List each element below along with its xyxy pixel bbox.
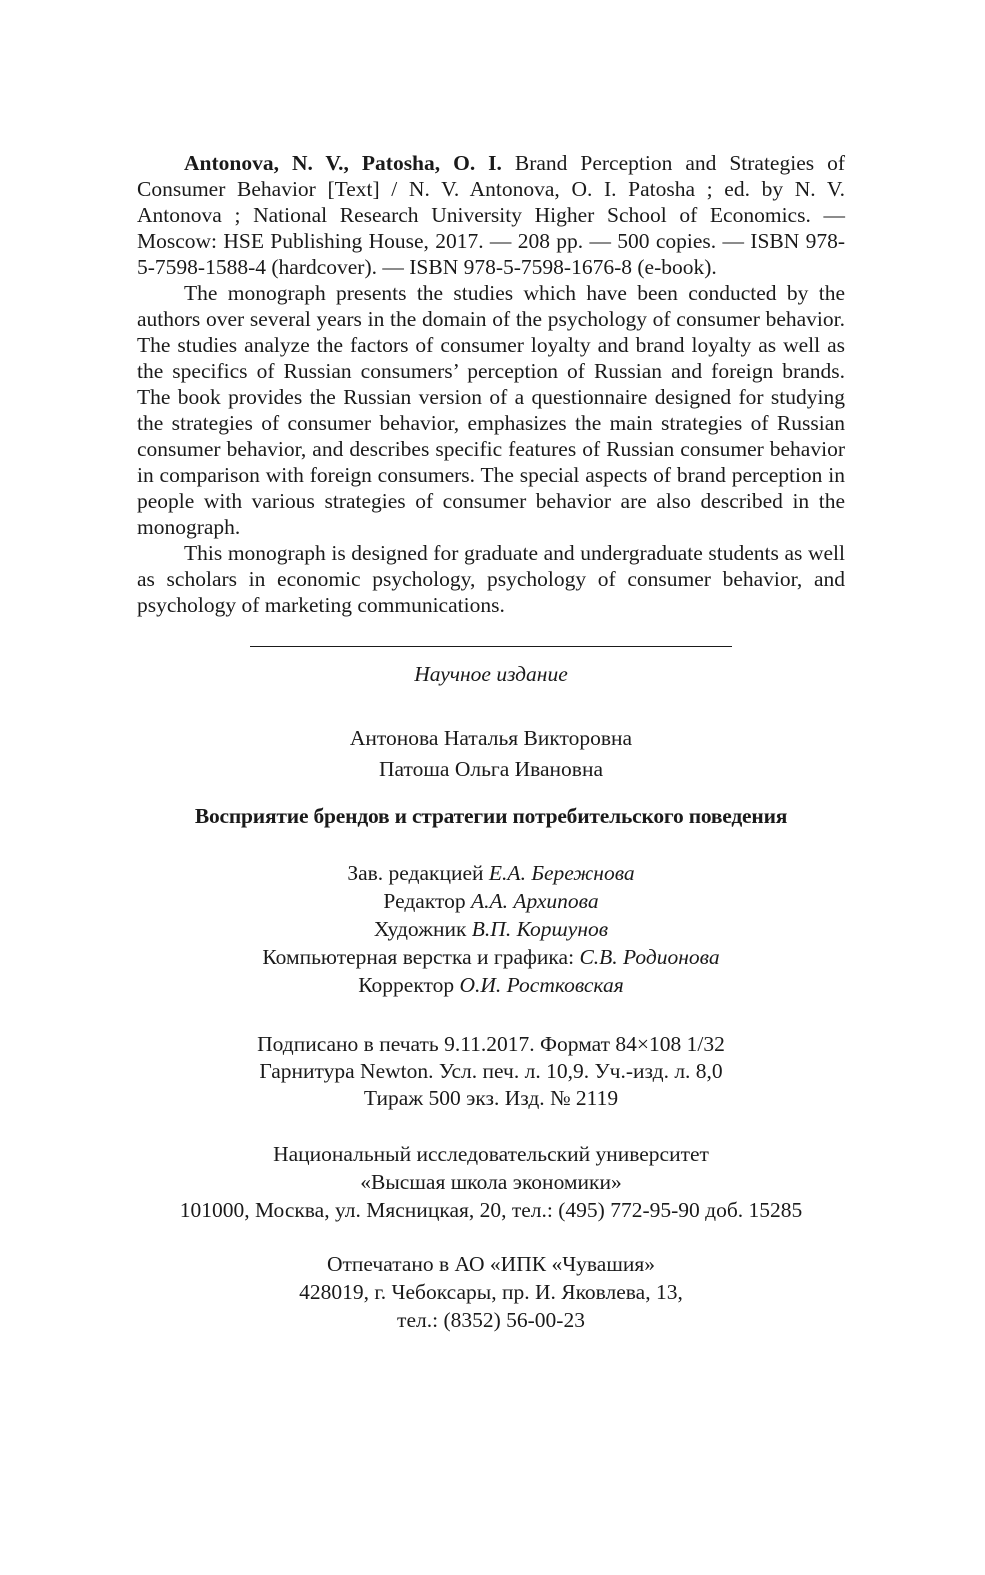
- edition-type: Научное издание: [414, 662, 568, 686]
- author-ru-1: Антонова Наталья Викторовна: [349, 726, 633, 750]
- imprint-page: [137, 150, 845, 1334]
- staff-role: Редактор: [383, 889, 471, 913]
- staff-line: [137, 915, 845, 943]
- bib-authors: Antonova, N. V., Patosha, O. I.: [184, 151, 502, 175]
- print-info-line: Гарнитура Newton. Усл. печ. л. 10,9. Уч.-изд. л. 8,0: [259, 1059, 723, 1083]
- staff-name: В.П. Коршунов: [471, 917, 609, 941]
- publisher-line: 101000, Москва, ул. Мясницкая, 20, тел.: (495) 772-95-90 доб. 15285: [179, 1198, 803, 1222]
- bib-citation: Brand Perception and Strategies of Consumer Behavior [Text] / N. V. Antonova, O. I. Patosha ; ed. by N. V. Antonova ; National Research University Higher School of Economics. — Moscow: HSE Publishing House, 2017. — 208 pp. — 500 copies. — ISBN 978-5-7598-1588-4 (hardcover). — ISBN 978-5-7598-1676-8 (e-book).: [137, 151, 845, 279]
- author-ru-2: Патоша Ольга Ивановна: [378, 757, 604, 781]
- print-info-line: Тираж 500 экз. Изд. № 2119: [363, 1086, 619, 1110]
- bibliographic-record: [137, 150, 845, 280]
- staff-line: [137, 859, 845, 887]
- abstract-paragraph-1: The monograph presents the studies which have been conducted by the authors over several years in the domain of the psychology of consumer behavior. The studies analyze the factors of consumer loyalty and brand loyalty as well as the specifics of Russian consumers’ perception of Russian and foreign brands. The book provides the Russian version of a questionnaire designed for studying the strategies of consumer behavior, emphasizes the main strategies of Russian consumer behavior, and describes specific features of Russian consumer behavior in comparison with foreign consumers. The special aspects of brand perception in people with various strategies of consumer behavior are also described in the monograph.: [137, 281, 845, 539]
- abstract-paragraph-2: This monograph is designed for graduate and undergraduate students as well as scholars in economic psychology, psychology of consumer behavior, and psychology of marketing communications.: [137, 541, 845, 617]
- print-info-line: Подписано в печать 9.11.2017. Формат 84×108 1/32: [257, 1032, 725, 1056]
- staff-name: О.И. Ростковская: [459, 973, 624, 997]
- staff-name: А.А. Архипова: [471, 889, 599, 913]
- section-divider: [250, 646, 732, 647]
- staff-line: [137, 943, 845, 971]
- book-title-ru: Восприятие брендов и стратегии потребительского поведения: [194, 804, 788, 828]
- staff-role: Корректор: [358, 973, 460, 997]
- printer-info: [137, 1250, 845, 1334]
- staff-line: [137, 971, 845, 999]
- staff-line: [137, 887, 845, 915]
- publisher-info: [137, 1140, 845, 1224]
- staff-role: Зав. редакцией: [347, 861, 489, 885]
- staff-name: Е.А. Бережнова: [488, 861, 635, 885]
- publisher-line: Национальный исследовательский университет: [273, 1142, 709, 1166]
- staff-role: Художник: [373, 917, 472, 941]
- publisher-line: «Высшая школа экономики»: [360, 1170, 622, 1194]
- staff-role: Компьютерная верстка и графика:: [262, 945, 580, 969]
- authors-ru: [137, 723, 845, 785]
- staff-name: С.В. Родионова: [579, 945, 720, 969]
- printer-line: тел.: (8352) 56-00-23: [397, 1308, 585, 1332]
- editorial-staff: [137, 859, 845, 999]
- printer-line: 428019, г. Чебоксары, пр. И. Яковлева, 13,: [299, 1280, 683, 1304]
- print-info: [137, 1031, 845, 1112]
- printer-line: Отпечатано в АО «ИПК «Чувашия»: [326, 1252, 656, 1276]
- abstract-section: [137, 150, 845, 618]
